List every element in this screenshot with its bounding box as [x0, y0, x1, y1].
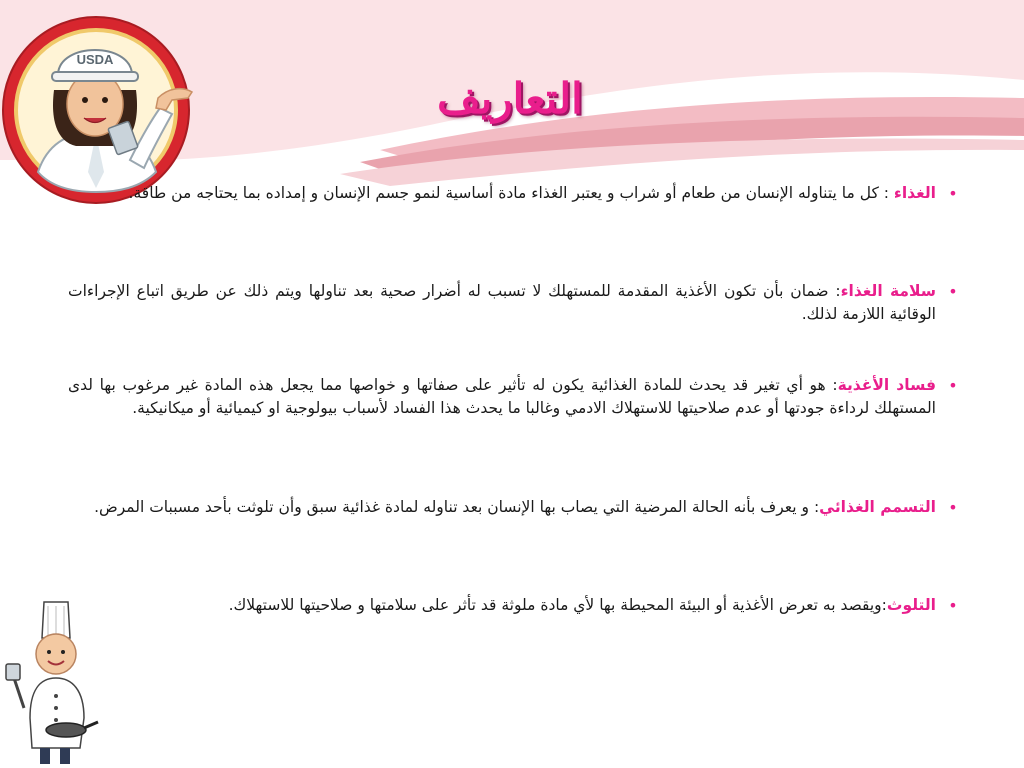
- definition-item-food-safety: [68, 280, 936, 326]
- definition-text: هو أي تغير قد يحدث للمادة الغذائية يكون له تأثير على صفاتها و خواصها مما يجعل هذه المادة غير مرغوب بها لدى المستهلك لرداءة جودتها أو عدم صلاحيتها للاستهلاك الادمي وغالبا ما يحدث هذا الفساد لأسباب بيولوجية او كيميائية أو ميكانيكية.: [68, 376, 936, 417]
- definition-term: الغذاء: [893, 184, 936, 202]
- definition-term: التسمم الغذائي: [819, 498, 936, 516]
- definition-separator: :: [881, 596, 887, 614]
- definition-text: كل ما يتناوله الإنسان من طعام أو شراب و يعتبر الغذاء مادة أساسية لنمو جسم الإنسان و إمداده بما يحتاجه من طاقة.: [128, 184, 879, 202]
- definition-separator: :: [809, 498, 820, 516]
- bullet-dot: •: [948, 282, 958, 301]
- chef-with-pan-icon: [0, 598, 100, 768]
- definition-term: التلوث: [886, 596, 936, 614]
- definition-term: سلامة الغذاء: [840, 282, 936, 300]
- definition-item-food-spoilage: [68, 374, 936, 420]
- definition-term: فساد الأغذية: [837, 376, 936, 394]
- svg-text:USDA: USDA: [76, 52, 114, 67]
- definition-item-contamination: [68, 594, 936, 617]
- definition-separator: :: [878, 184, 894, 202]
- bullet-dot: •: [948, 376, 958, 395]
- slide-title: التعاريف: [437, 74, 583, 123]
- definition-item-food: [68, 182, 936, 205]
- definition-text: و يعرف بأنه الحالة المرضية التي يصاب بها الإنسان بعد تناوله لمادة غذائية سبق وأن تلوثت بأحد مسببات المرض.: [94, 498, 810, 516]
- bullet-dot: •: [948, 596, 958, 615]
- definition-item-food-poisoning: [68, 496, 936, 519]
- definition-text: ويقصد به تعرض الأغذية أو البيئة المحيطة بها لأي مادة ملوثة قد تأثر على سلامتها و صلاحيتها للاستهلاك.: [228, 596, 882, 614]
- definition-separator: :: [825, 376, 838, 394]
- bullet-dot: •: [948, 184, 958, 203]
- bullet-dot: •: [948, 498, 958, 517]
- definition-text: ضمان بأن تكون الأغذية المقدمة للمستهلك لا تسبب له أضرار صحية بعد تناولها ويتم ذلك عن طريق اتباع الإجراءات الوقائية اللازمة لذلك.: [68, 282, 936, 323]
- definition-separator: :: [828, 282, 841, 300]
